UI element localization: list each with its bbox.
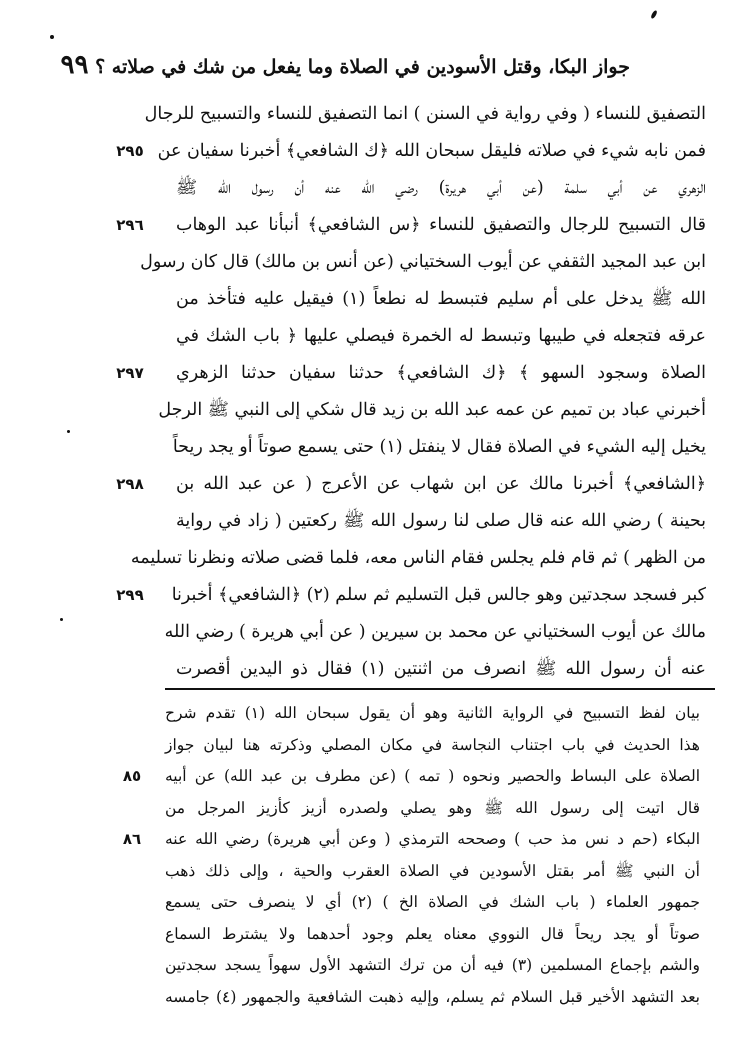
footnote-line: صوتاً أو يجد ريحاً قال النووي معناه يعلم وجود أحدهما ولا يشترط السماع — [165, 924, 700, 943]
hadith-number: ٢٩٧ — [116, 364, 144, 382]
footnote-line: قال اتيت إلى رسول الله ﷺ وهو يصلي ولصدره أزيز كأزيز المرجل من — [165, 798, 700, 817]
page-number: ٩٩ — [60, 50, 89, 80]
footnote-line: البكاء (حم د نس مذ حب ) وصححه الترمذي ( وعن أبي هريرة) رضي الله عنه — [165, 830, 700, 848]
text-line: بحينة ) رضي الله عنه قال صلى لنا رسول الله ﷺ ركعتين ( زاد في رواية — [176, 511, 706, 531]
text-line: ﴿الشافعي﴾ أخبرنا مالك عن ابن شهاب عن الأعرج ( عن عبد الله بن — [176, 474, 706, 494]
text-line: الصلاة وسجود السهو ﴾ ﴿ك الشافعي﴾ حدثنا سفيان حدثنا الزهري — [176, 363, 706, 383]
hadith-number: ٢٩٩ — [116, 586, 144, 604]
footnote-divider — [165, 688, 715, 690]
scan-speck — [60, 618, 63, 621]
footnotes — [165, 698, 700, 1013]
text-line: فمن نابه شيء في صلاته فليقل سبحان الله ﴿ك الشافعي﴾ أخبرنا سفيان عن — [157, 141, 706, 161]
footnote-line: هذا الحديث في باب اجتناب النجاسة في مكان المصلي وذكرته هنا لبيان جواز — [165, 735, 700, 754]
hadith-number: ٢٩٦ — [116, 216, 144, 234]
footnote-line: بعد التشهد الأخير قبل السلام ثم يسلم، وإليه ذهبت الشافعية والجمهور (٤) جامسه — [165, 987, 701, 1006]
footnote-line: والشم بإجماع المسلمين (٣) فيه أن من ترك التشهد الأول سهواً يسجد سجدتين — [165, 956, 700, 974]
text-line: قال التسبيح للرجال والتصفيق للنساء ﴿س الشافعي﴾ أنبأنا عبد الوهاب — [176, 215, 706, 235]
footnote-line: جمهور العلماء ( باب الشك في الصلاة الخ ) (٢) أي لا ينصرف حتى يسمع — [165, 893, 701, 911]
footnote-hadith-number: ٨٦ — [122, 830, 142, 848]
text-line: الزهري عن أبي سلمة (عن أبي هريرة) رضي الله عنه أن رسول الله ﷺ — [176, 178, 706, 198]
text-line: مالك عن أيوب السختياني عن محمد بن سيرين ( عن أبي هريرة ) رضي الله — [164, 622, 706, 642]
footnote-line: أن النبي ﷺ أمر بقتل الأسودين في الصلاة العقرب والحية ، وإلى ذلك ذهب — [165, 861, 700, 880]
footnote-hadith-number: ٨٥ — [122, 767, 142, 785]
header-title: جواز البكا، وقتل الأسودين في الصلاة وما يفعل من شك في صلاته ؟ — [95, 56, 630, 78]
text-line: عنه أن رسول الله ﷺ انصرف من اثنتين (١) فقال ذو اليدين أقصرت — [176, 659, 706, 679]
text-line: كبر فسجد سجدتين وهو جالس قبل التسليم ثم سلم (٢) ﴿الشافعي﴾ أخبرنا — [171, 585, 706, 605]
running-header — [60, 50, 630, 90]
text-line: يخيل إليه الشيء في الصلاة فقال لا ينفتل (١) حتى يسمع صوتاً أو يجد ريحاً — [172, 437, 706, 457]
text-line: عرقه فتجعله في طيبها وتبسط له الخمرة فيصلي عليها ﴿ باب الشك في — [176, 326, 706, 346]
text-line: من الظهر ) ثم قام فلم يجلس فقام الناس معه، فلما قضى صلاته ونظرنا تسليمه — [130, 548, 706, 568]
scan-speck — [50, 35, 54, 39]
hadith-number: ٢٩٥ — [116, 142, 144, 160]
footnote-line: الصلاة على البساط والحصير ونحوه ( تمه ) (عن مطرف بن عبد الله) عن أبيه — [165, 767, 700, 785]
text-line: الله ﷺ يدخل على أم سليم فتبسط له نطعاً (١) فيقيل عليه فتأخذ من — [176, 289, 707, 309]
hadith-number: ٢٩٨ — [116, 475, 144, 493]
scan-speck — [650, 10, 658, 20]
text-line: ابن عبد المجيد الثقفي عن أيوب السختياني (عن أنس بن مالك) قال كان رسول — [140, 252, 706, 272]
footnote-line: بيان لفظ التسبيح في الرواية الثانية وهو أن يقول سبحان الله (١) تقدم شرح — [165, 704, 700, 722]
scan-speck — [67, 430, 70, 433]
text-line: أخبرني عباد بن تميم عن عمه عبد الله بن زيد قال شكي إلى النبي ﷺ الرجل — [158, 400, 706, 420]
text-line: التصفيق للنساء ( وفي رواية في السنن ) انما التصفيق للنساء والتسبيح للرجال — [144, 104, 706, 124]
